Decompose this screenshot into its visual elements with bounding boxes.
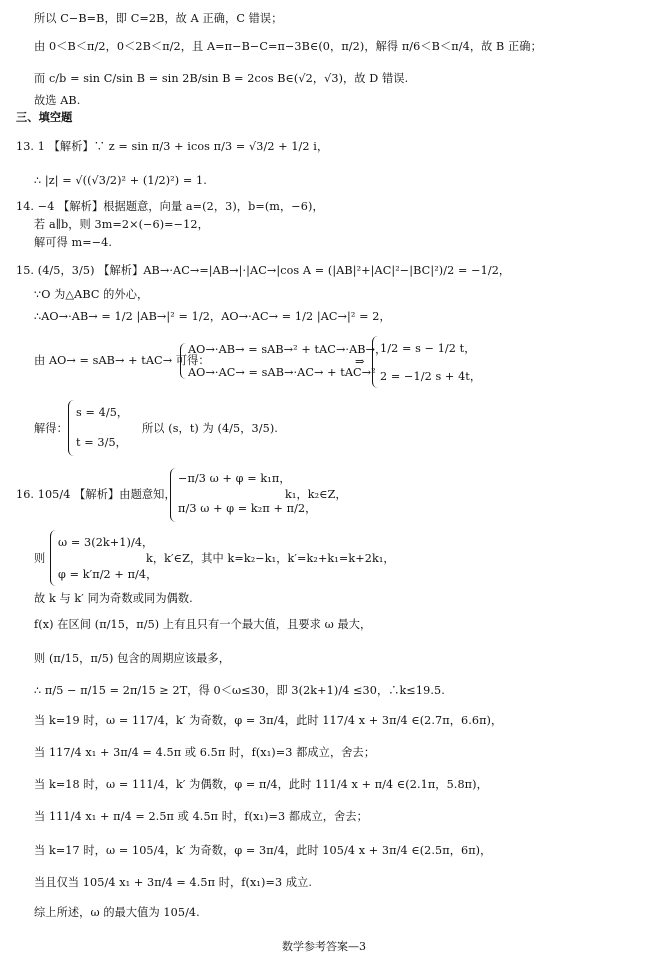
text-line: ∴AO→·AB→ = 1/2 |AB→|² = 1/2，AO→·AC→ = 1/2 |AC→|² = 2， bbox=[34, 310, 391, 323]
text-line: AO→·AB→ = sAB→² + tAC→·AB→， bbox=[188, 343, 387, 356]
text-line: 所以 (s，t) 为 (4/5，3/5). bbox=[142, 422, 278, 435]
text-line: f(x) 在区间 (π/15，π/5) 上有且只有一个最大值，且要求 ω 最大， bbox=[34, 618, 372, 631]
text-line: ∴ π/5 − π/15 = 2π/15 ≥ 2T，得 0＜ω≤30，即 3(2k+1)/4 ≤30，∴k≤19.5. bbox=[34, 684, 445, 697]
text-line: 当 k=19 时，ω = 117/4，k′ 为奇数，φ = 3π/4，此时 117/4 x + 3π/4 ∈(2.7π，6.6π)， bbox=[34, 714, 503, 727]
brace bbox=[372, 336, 379, 388]
text-line: 由 0＜B＜π/2，0＜2B＜π/2，且 A=π−B−C=π−3B∈(0，π/2)，解得 π/6＜B＜π/4，故 B 正确； bbox=[34, 40, 542, 53]
text-line: 2 = −1/2 s + 4t， bbox=[380, 370, 482, 383]
text-line: 故 k 与 k′ 同为奇数或同为偶数. bbox=[34, 592, 193, 605]
text-line: 而 c/b = sin C/sin B = sin 2B/sin B = 2cos B∈(√2，√3)，故 D 错误. bbox=[34, 72, 409, 85]
brace bbox=[170, 468, 177, 522]
text-line: s = 4/5， bbox=[76, 406, 129, 419]
text-line: 由 AO→ = sAB→ + tAC→ 可得： bbox=[34, 354, 210, 367]
text-line: 当 117/4 x₁ + 3π/4 = 4.5π 或 6.5π 时，f(x₁)=3 都成立，舍去； bbox=[34, 746, 376, 759]
text-line: 13. 1 【解析】∵ z = sin π/3 + icos π/3 = √3/2 + 1/2 i， bbox=[16, 140, 329, 153]
text-line: 1/2 = s − 1/2 t， bbox=[380, 342, 476, 355]
text-line: 当且仅当 105/4 x₁ + 3π/4 = 4.5π 时，f(x₁)=3 成立. bbox=[34, 876, 313, 889]
text-line: 则 bbox=[34, 552, 46, 565]
text-line: 则 (π/15，π/5) 包含的周期应该最多， bbox=[34, 652, 230, 665]
section-heading: 三、填空题 bbox=[16, 110, 73, 124]
text-line: ω = 3(2k+1)/4， bbox=[58, 536, 154, 549]
text-line: 所以 C−B=B，即 C=2B，故 A 正确，C 错误； bbox=[34, 12, 283, 25]
text-line: 解可得 m=−4. bbox=[34, 236, 113, 249]
text-line: t = 3/5， bbox=[76, 436, 127, 449]
brace bbox=[68, 400, 75, 456]
text-line: 综上所述，ω 的最大值为 105/4. bbox=[34, 906, 200, 919]
text-line: ∴ |z| = √((√3/2)² + (1/2)²) = 1. bbox=[34, 174, 207, 187]
text-line: 当 k=17 时，ω = 105/4，k′ 为奇数，φ = 3π/4，此时 105/4 x + 3π/4 ∈(2.5π，6π)， bbox=[34, 844, 492, 857]
text-line: 16. 105/4 【解析】由题意知， bbox=[16, 488, 176, 501]
text-line: 14. −4 【解析】根据题意，向量 a=(2，3)，b=(m，−6)， bbox=[16, 200, 324, 213]
text-line: 当 111/4 x₁ + π/4 = 2.5π 或 4.5π 时，f(x₁)=3 都成立，舍去； bbox=[34, 810, 368, 823]
text-line: k₁，k₂∈Z， bbox=[285, 488, 347, 501]
text-line: ⇒ bbox=[355, 355, 365, 368]
text-line: 当 k=18 时，ω = 111/4，k′ 为偶数，φ = π/4，此时 111/4 x + π/4 ∈(2.1π，5.8π)， bbox=[34, 778, 488, 791]
brace bbox=[180, 343, 187, 379]
brace bbox=[50, 530, 57, 586]
text-line: 故选 AB. bbox=[34, 94, 81, 107]
text-line: ∵O 为△ABC 的外心， bbox=[34, 288, 149, 301]
text-line: φ = k′π/2 + π/4， bbox=[58, 568, 158, 581]
text-line: π/3 ω + φ = k₂π + π/2， bbox=[178, 502, 317, 515]
text-line: 若 a∥b，则 3m=2×(−6)=−12， bbox=[34, 218, 209, 231]
text-line: k，k′∈Z，其中 k=k₂−k₁，k′=k₂+k₁=k+2k₁， bbox=[146, 552, 395, 565]
text-line: −π/3 ω + φ = k₁π， bbox=[178, 472, 291, 485]
page-footer: 数学参考答案—3 bbox=[282, 940, 366, 953]
text-line: 15. (4/5，3/5) 【解析】AB→·AC→=|AB→|·|AC→|cos A = (|AB|²+|AC|²−|BC|²)/2 = −1/2， bbox=[16, 264, 511, 277]
text-line: AO→·AC→ = sAB→·AC→ + tAC→² bbox=[188, 366, 376, 379]
text-line: 解得： bbox=[34, 422, 68, 435]
